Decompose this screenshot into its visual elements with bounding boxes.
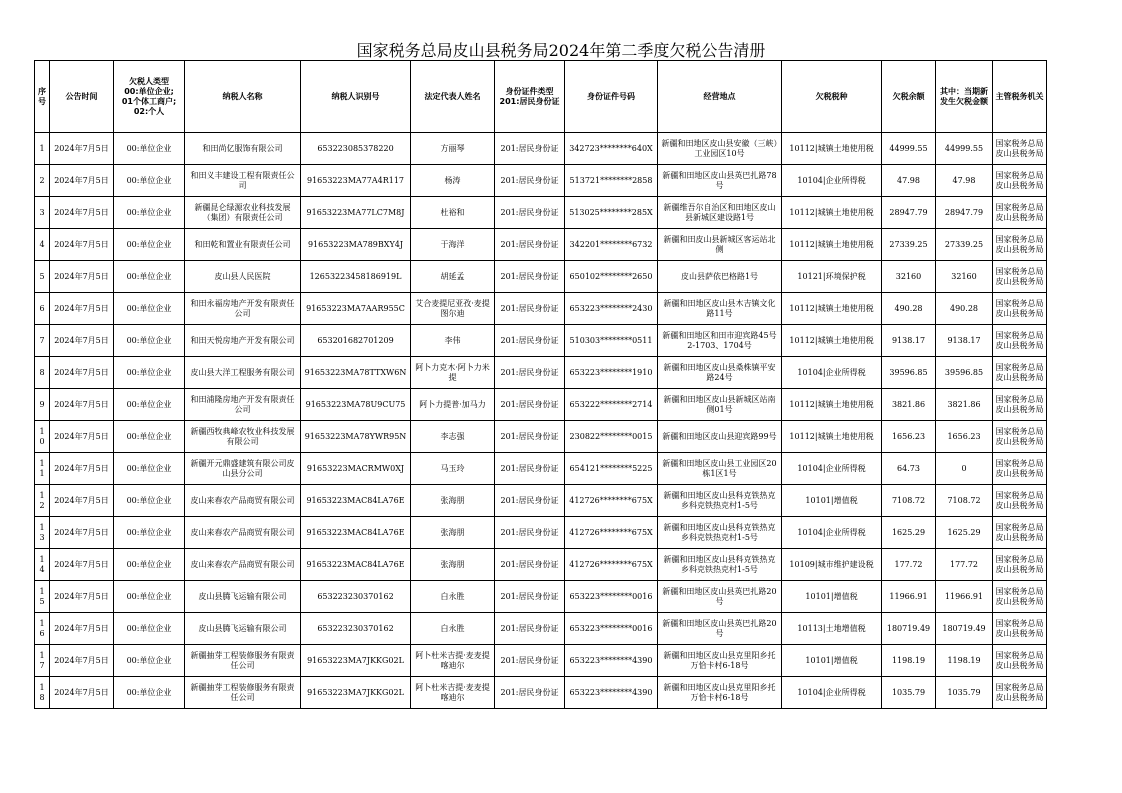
cell-announce-date: 2024年7月5日 (50, 517, 114, 549)
cell-new-arrears: 3821.86 (936, 389, 993, 421)
cell-new-arrears: 0 (936, 453, 993, 485)
header-announce-date: 公告时间 (50, 61, 114, 133)
cell-legal-rep: 胡延孟 (411, 261, 495, 293)
cell-taxpayer-type: 00:单位企业 (114, 453, 185, 485)
cell-tax-authority: 国家税务总局皮山县税务局 (993, 421, 1047, 453)
cell-id-number: 510303********0511 (565, 325, 658, 357)
cell-business-address: 新疆和田地区皮山县工业园区20栋1区1号 (658, 453, 782, 485)
cell-id-number: 653223********1910 (565, 357, 658, 389)
cell-business-address: 新疆和田地区皮山县科克铁热克乡科克铁热克村1-5号 (658, 517, 782, 549)
cell-announce-date: 2024年7月5日 (50, 485, 114, 517)
cell-seq: 15 (35, 581, 50, 613)
cell-seq: 6 (35, 293, 50, 325)
cell-id-type: 201:居民身份证 (495, 165, 565, 197)
cell-new-arrears: 1625.29 (936, 517, 993, 549)
header-row (35, 61, 1047, 133)
cell-tax-authority: 国家税务总局皮山县税务局 (993, 325, 1047, 357)
cell-id-number: 653223********2430 (565, 293, 658, 325)
cell-business-address: 新疆和田地区皮山县木吉镇文化路11号 (658, 293, 782, 325)
cell-taxpayer-type: 00:单位企业 (114, 421, 185, 453)
cell-taxpayer-name: 和田乾和置业有限责任公司 (185, 229, 301, 261)
cell-taxpayer-name: 皮山县腾飞运输有限公司 (185, 581, 301, 613)
cell-arrears-balance: 3821.86 (882, 389, 936, 421)
cell-new-arrears: 11966.91 (936, 581, 993, 613)
cell-id-number: 653223********4390 (565, 677, 658, 709)
cell-new-arrears: 490.28 (936, 293, 993, 325)
cell-business-address: 新疆和田地区皮山县克里阳乡托万恰卡村6-18号 (658, 677, 782, 709)
cell-tax-authority: 国家税务总局皮山县税务局 (993, 645, 1047, 677)
table-row (35, 229, 1047, 261)
cell-id-type: 201:居民身份证 (495, 197, 565, 229)
cell-arrears-balance: 1035.79 (882, 677, 936, 709)
cell-new-arrears: 28947.79 (936, 197, 993, 229)
cell-tax-authority: 国家税务总局皮山县税务局 (993, 677, 1047, 709)
cell-taxpayer-type: 00:单位企业 (114, 325, 185, 357)
cell-taxpayer-type: 00:单位企业 (114, 485, 185, 517)
header-business-address: 经营地点 (658, 61, 782, 133)
cell-seq: 10 (35, 421, 50, 453)
table-row (35, 133, 1047, 165)
cell-seq: 7 (35, 325, 50, 357)
cell-business-address: 皮山县萨依巴格路1号 (658, 261, 782, 293)
cell-announce-date: 2024年7月5日 (50, 453, 114, 485)
cell-id-type: 201:居民身份证 (495, 485, 565, 517)
cell-tax-authority: 国家税务总局皮山县税务局 (993, 517, 1047, 549)
cell-legal-rep: 马玉玲 (411, 453, 495, 485)
cell-tax-authority: 国家税务总局皮山县税务局 (993, 389, 1047, 421)
cell-taxpayer-id: 653201682701209 (301, 325, 411, 357)
cell-legal-rep: 杜裕和 (411, 197, 495, 229)
cell-arrears-balance: 44999.55 (882, 133, 936, 165)
cell-seq: 9 (35, 389, 50, 421)
cell-taxpayer-name: 皮山县人民医院 (185, 261, 301, 293)
cell-id-number: 412726********675X (565, 517, 658, 549)
cell-id-number: 653223********0016 (565, 613, 658, 645)
cell-tax-authority: 国家税务总局皮山县税务局 (993, 133, 1047, 165)
cell-taxpayer-type: 00:单位企业 (114, 645, 185, 677)
cell-legal-rep: 杨涛 (411, 165, 495, 197)
cell-legal-rep: 白永胜 (411, 613, 495, 645)
table-header (35, 61, 1047, 133)
cell-legal-rep: 方丽琴 (411, 133, 495, 165)
cell-taxpayer-id: 91653223MA78U9CU75 (301, 389, 411, 421)
cell-new-arrears: 44999.55 (936, 133, 993, 165)
cell-seq: 3 (35, 197, 50, 229)
cell-taxpayer-type: 00:单位企业 (114, 357, 185, 389)
cell-legal-rep: 阿卜力克木·阿卜力米提 (411, 357, 495, 389)
cell-legal-rep: 阿卜力提普·加马力 (411, 389, 495, 421)
cell-announce-date: 2024年7月5日 (50, 165, 114, 197)
cell-taxpayer-name: 新疆开元鼎盛建筑有限公司皮山县分公司 (185, 453, 301, 485)
cell-seq: 5 (35, 261, 50, 293)
cell-taxpayer-type: 00:单位企业 (114, 133, 185, 165)
cell-legal-rep: 阿卜杜米吉提·麦麦提喀迪尔 (411, 677, 495, 709)
table-row (35, 549, 1047, 581)
cell-tax-type: 10112|城镇土地使用税 (782, 197, 882, 229)
cell-taxpayer-id: 91653223MACRMW0XJ (301, 453, 411, 485)
cell-id-type: 201:居民身份证 (495, 453, 565, 485)
cell-new-arrears: 39596.85 (936, 357, 993, 389)
cell-tax-type: 10112|城镇土地使用税 (782, 133, 882, 165)
cell-tax-authority: 国家税务总局皮山县税务局 (993, 229, 1047, 261)
header-new-arrears: 其中：当期新发生欠税金额 (936, 61, 993, 133)
cell-arrears-balance: 1198.19 (882, 645, 936, 677)
cell-taxpayer-name: 和田浦隆房地产开发有限责任公司 (185, 389, 301, 421)
cell-announce-date: 2024年7月5日 (50, 325, 114, 357)
cell-taxpayer-name: 皮山县大洋工程服务有限公司 (185, 357, 301, 389)
cell-taxpayer-name: 皮山来春农产品商贸有限公司 (185, 549, 301, 581)
cell-new-arrears: 32160 (936, 261, 993, 293)
cell-business-address: 新疆和田地区皮山县新城区站南侧01号 (658, 389, 782, 421)
cell-arrears-balance: 27339.25 (882, 229, 936, 261)
cell-seq: 8 (35, 357, 50, 389)
cell-tax-type: 10112|城镇土地使用税 (782, 229, 882, 261)
cell-announce-date: 2024年7月5日 (50, 549, 114, 581)
cell-arrears-balance: 490.28 (882, 293, 936, 325)
table-row (35, 485, 1047, 517)
cell-arrears-balance: 7108.72 (882, 485, 936, 517)
table-row (35, 677, 1047, 709)
table-row (35, 165, 1047, 197)
cell-id-number: 412726********675X (565, 485, 658, 517)
cell-tax-authority: 国家税务总局皮山县税务局 (993, 357, 1047, 389)
cell-legal-rep: 张海朋 (411, 485, 495, 517)
cell-tax-type: 10104|企业所得税 (782, 677, 882, 709)
cell-arrears-balance: 47.98 (882, 165, 936, 197)
cell-taxpayer-name: 和田义丰建设工程有限责任公司 (185, 165, 301, 197)
cell-tax-type: 10109|城市维护建设税 (782, 549, 882, 581)
cell-taxpayer-type: 00:单位企业 (114, 293, 185, 325)
header-arrears-balance: 欠税余额 (882, 61, 936, 133)
cell-tax-type: 10104|企业所得税 (782, 357, 882, 389)
cell-legal-rep: 李志强 (411, 421, 495, 453)
header-tax-authority: 主管税务机关 (993, 61, 1047, 133)
cell-id-number: 412726********675X (565, 549, 658, 581)
cell-taxpayer-name: 皮山县腾飞运输有限公司 (185, 613, 301, 645)
cell-taxpayer-name: 皮山来春农产品商贸有限公司 (185, 485, 301, 517)
cell-taxpayer-type: 00:单位企业 (114, 389, 185, 421)
cell-announce-date: 2024年7月5日 (50, 197, 114, 229)
cell-taxpayer-id: 91653223MAC84LA76E (301, 485, 411, 517)
cell-tax-type: 10104|企业所得税 (782, 165, 882, 197)
cell-id-type: 201:居民身份证 (495, 517, 565, 549)
cell-business-address: 新疆和田地区皮山县克里阳乡托万恰卡村6-18号 (658, 645, 782, 677)
cell-seq: 14 (35, 549, 50, 581)
header-legal-rep: 法定代表人姓名 (411, 61, 495, 133)
cell-announce-date: 2024年7月5日 (50, 357, 114, 389)
cell-legal-rep: 阿卜杜米吉提·麦麦提喀迪尔 (411, 645, 495, 677)
header-id-type: 身份证件类型 201:居民身份证 (495, 61, 565, 133)
cell-taxpayer-name: 新疆抽芽工程装修服务有限责任公司 (185, 645, 301, 677)
cell-taxpayer-id: 91653223MA78YWR95N (301, 421, 411, 453)
table-row (35, 517, 1047, 549)
tax-arrears-table (34, 60, 1047, 709)
cell-arrears-balance: 32160 (882, 261, 936, 293)
cell-arrears-balance: 180719.49 (882, 613, 936, 645)
cell-taxpayer-id: 653223230370162 (301, 581, 411, 613)
cell-new-arrears: 9138.17 (936, 325, 993, 357)
cell-announce-date: 2024年7月5日 (50, 645, 114, 677)
cell-new-arrears: 177.72 (936, 549, 993, 581)
table-row (35, 389, 1047, 421)
table-row (35, 581, 1047, 613)
cell-id-number: 342201********6732 (565, 229, 658, 261)
cell-tax-authority: 国家税务总局皮山县税务局 (993, 549, 1047, 581)
cell-id-type: 201:居民身份证 (495, 677, 565, 709)
cell-id-type: 201:居民身份证 (495, 581, 565, 613)
cell-tax-type: 10104|企业所得税 (782, 453, 882, 485)
cell-seq: 1 (35, 133, 50, 165)
table-row (35, 421, 1047, 453)
cell-tax-authority: 国家税务总局皮山县税务局 (993, 453, 1047, 485)
cell-tax-type: 10101|增值税 (782, 485, 882, 517)
cell-tax-type: 10101|增值税 (782, 581, 882, 613)
cell-id-number: 653223********0016 (565, 581, 658, 613)
cell-tax-type: 10112|城镇土地使用税 (782, 421, 882, 453)
cell-tax-type: 10112|城镇土地使用税 (782, 293, 882, 325)
cell-legal-rep: 于海洋 (411, 229, 495, 261)
cell-tax-type: 10104|企业所得税 (782, 517, 882, 549)
cell-tax-type: 10101|增值税 (782, 645, 882, 677)
cell-legal-rep: 艾合麦提尼亚孜·麦提图尔迪 (411, 293, 495, 325)
cell-id-number: 653222********2714 (565, 389, 658, 421)
cell-business-address: 新疆维吾尔自治区和田地区皮山县新城区建设路1号 (658, 197, 782, 229)
cell-tax-authority: 国家税务总局皮山县税务局 (993, 293, 1047, 325)
cell-business-address: 新疆和田地区皮山县英巴扎路20号 (658, 613, 782, 645)
cell-arrears-balance: 64.73 (882, 453, 936, 485)
cell-id-number: 513721********2858 (565, 165, 658, 197)
cell-announce-date: 2024年7月5日 (50, 581, 114, 613)
cell-announce-date: 2024年7月5日 (50, 421, 114, 453)
cell-business-address: 新疆和田地区皮山县迎宾路99号 (658, 421, 782, 453)
table-row (35, 453, 1047, 485)
cell-id-type: 201:居民身份证 (495, 261, 565, 293)
cell-taxpayer-type: 00:单位企业 (114, 261, 185, 293)
cell-taxpayer-type: 00:单位企业 (114, 517, 185, 549)
cell-business-address: 新疆和田地区和田市迎宾路45号2-1703、1704号 (658, 325, 782, 357)
cell-taxpayer-id: 653223230370162 (301, 613, 411, 645)
cell-seq: 4 (35, 229, 50, 261)
cell-arrears-balance: 1656.23 (882, 421, 936, 453)
table-body (35, 133, 1047, 709)
cell-tax-authority: 国家税务总局皮山县税务局 (993, 485, 1047, 517)
cell-taxpayer-name: 新疆抽芽工程装修服务有限责任公司 (185, 677, 301, 709)
cell-new-arrears: 47.98 (936, 165, 993, 197)
cell-id-type: 201:居民身份证 (495, 293, 565, 325)
cell-seq: 11 (35, 453, 50, 485)
header-taxpayer-type: 欠税人类型 00:单位企业; 01个体工商户; 02:个人 (114, 61, 185, 133)
header-tax-type: 欠税税种 (782, 61, 882, 133)
cell-arrears-balance: 1625.29 (882, 517, 936, 549)
table-row (35, 197, 1047, 229)
cell-tax-authority: 国家税务总局皮山县税务局 (993, 613, 1047, 645)
header-taxpayer-id: 纳税人识别号 (301, 61, 411, 133)
cell-taxpayer-type: 00:单位企业 (114, 677, 185, 709)
table-row (35, 261, 1047, 293)
cell-id-number: 513025********285X (565, 197, 658, 229)
cell-announce-date: 2024年7月5日 (50, 389, 114, 421)
cell-announce-date: 2024年7月5日 (50, 133, 114, 165)
cell-legal-rep: 张海朋 (411, 549, 495, 581)
cell-tax-authority: 国家税务总局皮山县税务局 (993, 581, 1047, 613)
cell-tax-authority: 国家税务总局皮山县税务局 (993, 261, 1047, 293)
cell-taxpayer-id: 12653223458186919L (301, 261, 411, 293)
cell-taxpayer-type: 00:单位企业 (114, 549, 185, 581)
cell-taxpayer-id: 653223085378220 (301, 133, 411, 165)
cell-business-address: 新疆和田地区皮山县安徽（三峡）工业园区10号 (658, 133, 782, 165)
cell-legal-rep: 李伟 (411, 325, 495, 357)
page-title: 国家税务总局皮山县税务局2024年第二季度欠税公告清册 (356, 41, 766, 60)
cell-id-type: 201:居民身份证 (495, 229, 565, 261)
table-row (35, 325, 1047, 357)
cell-announce-date: 2024年7月5日 (50, 677, 114, 709)
cell-taxpayer-id: 91653223MA7JKKG02L (301, 677, 411, 709)
cell-arrears-balance: 28947.79 (882, 197, 936, 229)
cell-taxpayer-type: 00:单位企业 (114, 165, 185, 197)
cell-new-arrears: 1035.79 (936, 677, 993, 709)
cell-taxpayer-name: 皮山来春农产品商贸有限公司 (185, 517, 301, 549)
cell-business-address: 新疆和田地区皮山县科克铁热克乡科克铁热克村1-5号 (658, 549, 782, 581)
table-row (35, 645, 1047, 677)
table-row (35, 613, 1047, 645)
cell-taxpayer-type: 00:单位企业 (114, 229, 185, 261)
cell-arrears-balance: 11966.91 (882, 581, 936, 613)
cell-id-type: 201:居民身份证 (495, 549, 565, 581)
cell-id-number: 654121********5225 (565, 453, 658, 485)
cell-id-type: 201:居民身份证 (495, 325, 565, 357)
cell-tax-type: 10113|土地增值税 (782, 613, 882, 645)
cell-id-type: 201:居民身份证 (495, 357, 565, 389)
cell-seq: 17 (35, 645, 50, 677)
cell-id-number: 230822********0015 (565, 421, 658, 453)
cell-taxpayer-id: 91653223MA7AAR955C (301, 293, 411, 325)
header-seq: 序号 (35, 61, 50, 133)
cell-taxpayer-name: 新疆西牧典峰农牧业科技发展有限公司 (185, 421, 301, 453)
header-taxpayer-name: 纳税人名称 (185, 61, 301, 133)
cell-taxpayer-id: 91653223MA78TTXW6N (301, 357, 411, 389)
cell-taxpayer-id: 91653223MAC84LA76E (301, 517, 411, 549)
cell-taxpayer-type: 00:单位企业 (114, 613, 185, 645)
cell-taxpayer-id: 91653223MA7JKKG02L (301, 645, 411, 677)
cell-id-type: 201:居民身份证 (495, 389, 565, 421)
cell-business-address: 新疆和田皮山县新城区客运站北侧 (658, 229, 782, 261)
cell-announce-date: 2024年7月5日 (50, 293, 114, 325)
cell-taxpayer-name: 和田尚亿服饰有限公司 (185, 133, 301, 165)
cell-tax-authority: 国家税务总局皮山县税务局 (993, 197, 1047, 229)
cell-id-type: 201:居民身份证 (495, 421, 565, 453)
cell-arrears-balance: 177.72 (882, 549, 936, 581)
cell-id-type: 201:居民身份证 (495, 645, 565, 677)
cell-taxpayer-id: 91653223MAC84LA76E (301, 549, 411, 581)
cell-taxpayer-name: 和田天悦房地产开发有限公司 (185, 325, 301, 357)
cell-business-address: 新疆和田地区皮山县英巴扎路78号 (658, 165, 782, 197)
cell-id-type: 201:居民身份证 (495, 133, 565, 165)
cell-taxpayer-id: 91653223MA77A4R117 (301, 165, 411, 197)
cell-seq: 18 (35, 677, 50, 709)
cell-taxpayer-type: 00:单位企业 (114, 581, 185, 613)
cell-tax-type: 10112|城镇土地使用税 (782, 389, 882, 421)
cell-announce-date: 2024年7月5日 (50, 229, 114, 261)
header-id-number: 身份证件号码 (565, 61, 658, 133)
cell-taxpayer-id: 91653223MA77LC7M8J (301, 197, 411, 229)
cell-tax-type: 10121|环境保护税 (782, 261, 882, 293)
table-row (35, 357, 1047, 389)
table-row (35, 293, 1047, 325)
cell-taxpayer-id: 91653223MA789BXY4J (301, 229, 411, 261)
cell-arrears-balance: 9138.17 (882, 325, 936, 357)
cell-id-type: 201:居民身份证 (495, 613, 565, 645)
cell-business-address: 新疆和田地区皮山县桑株镇平安路24号 (658, 357, 782, 389)
cell-seq: 2 (35, 165, 50, 197)
cell-new-arrears: 27339.25 (936, 229, 993, 261)
cell-business-address: 新疆和田地区皮山县科克铁热克乡科克铁热克村1-5号 (658, 485, 782, 517)
cell-tax-authority: 国家税务总局皮山县税务局 (993, 165, 1047, 197)
cell-taxpayer-type: 00:单位企业 (114, 197, 185, 229)
cell-announce-date: 2024年7月5日 (50, 261, 114, 293)
cell-legal-rep: 张海朋 (411, 517, 495, 549)
cell-id-number: 650102********2650 (565, 261, 658, 293)
cell-id-number: 342723********640X (565, 133, 658, 165)
cell-legal-rep: 白永胜 (411, 581, 495, 613)
cell-taxpayer-name: 新疆昆仑绿源农业科技发展（集团）有限责任公司 (185, 197, 301, 229)
cell-new-arrears: 7108.72 (936, 485, 993, 517)
cell-seq: 12 (35, 485, 50, 517)
cell-tax-type: 10112|城镇土地使用税 (782, 325, 882, 357)
cell-announce-date: 2024年7月5日 (50, 613, 114, 645)
cell-arrears-balance: 39596.85 (882, 357, 936, 389)
cell-new-arrears: 1656.23 (936, 421, 993, 453)
cell-seq: 13 (35, 517, 50, 549)
cell-business-address: 新疆和田地区皮山县英巴扎路20号 (658, 581, 782, 613)
cell-taxpayer-name: 和田永福房地产开发有限责任公司 (185, 293, 301, 325)
cell-id-number: 653223********4390 (565, 645, 658, 677)
cell-new-arrears: 1198.19 (936, 645, 993, 677)
cell-seq: 16 (35, 613, 50, 645)
cell-new-arrears: 180719.49 (936, 613, 993, 645)
